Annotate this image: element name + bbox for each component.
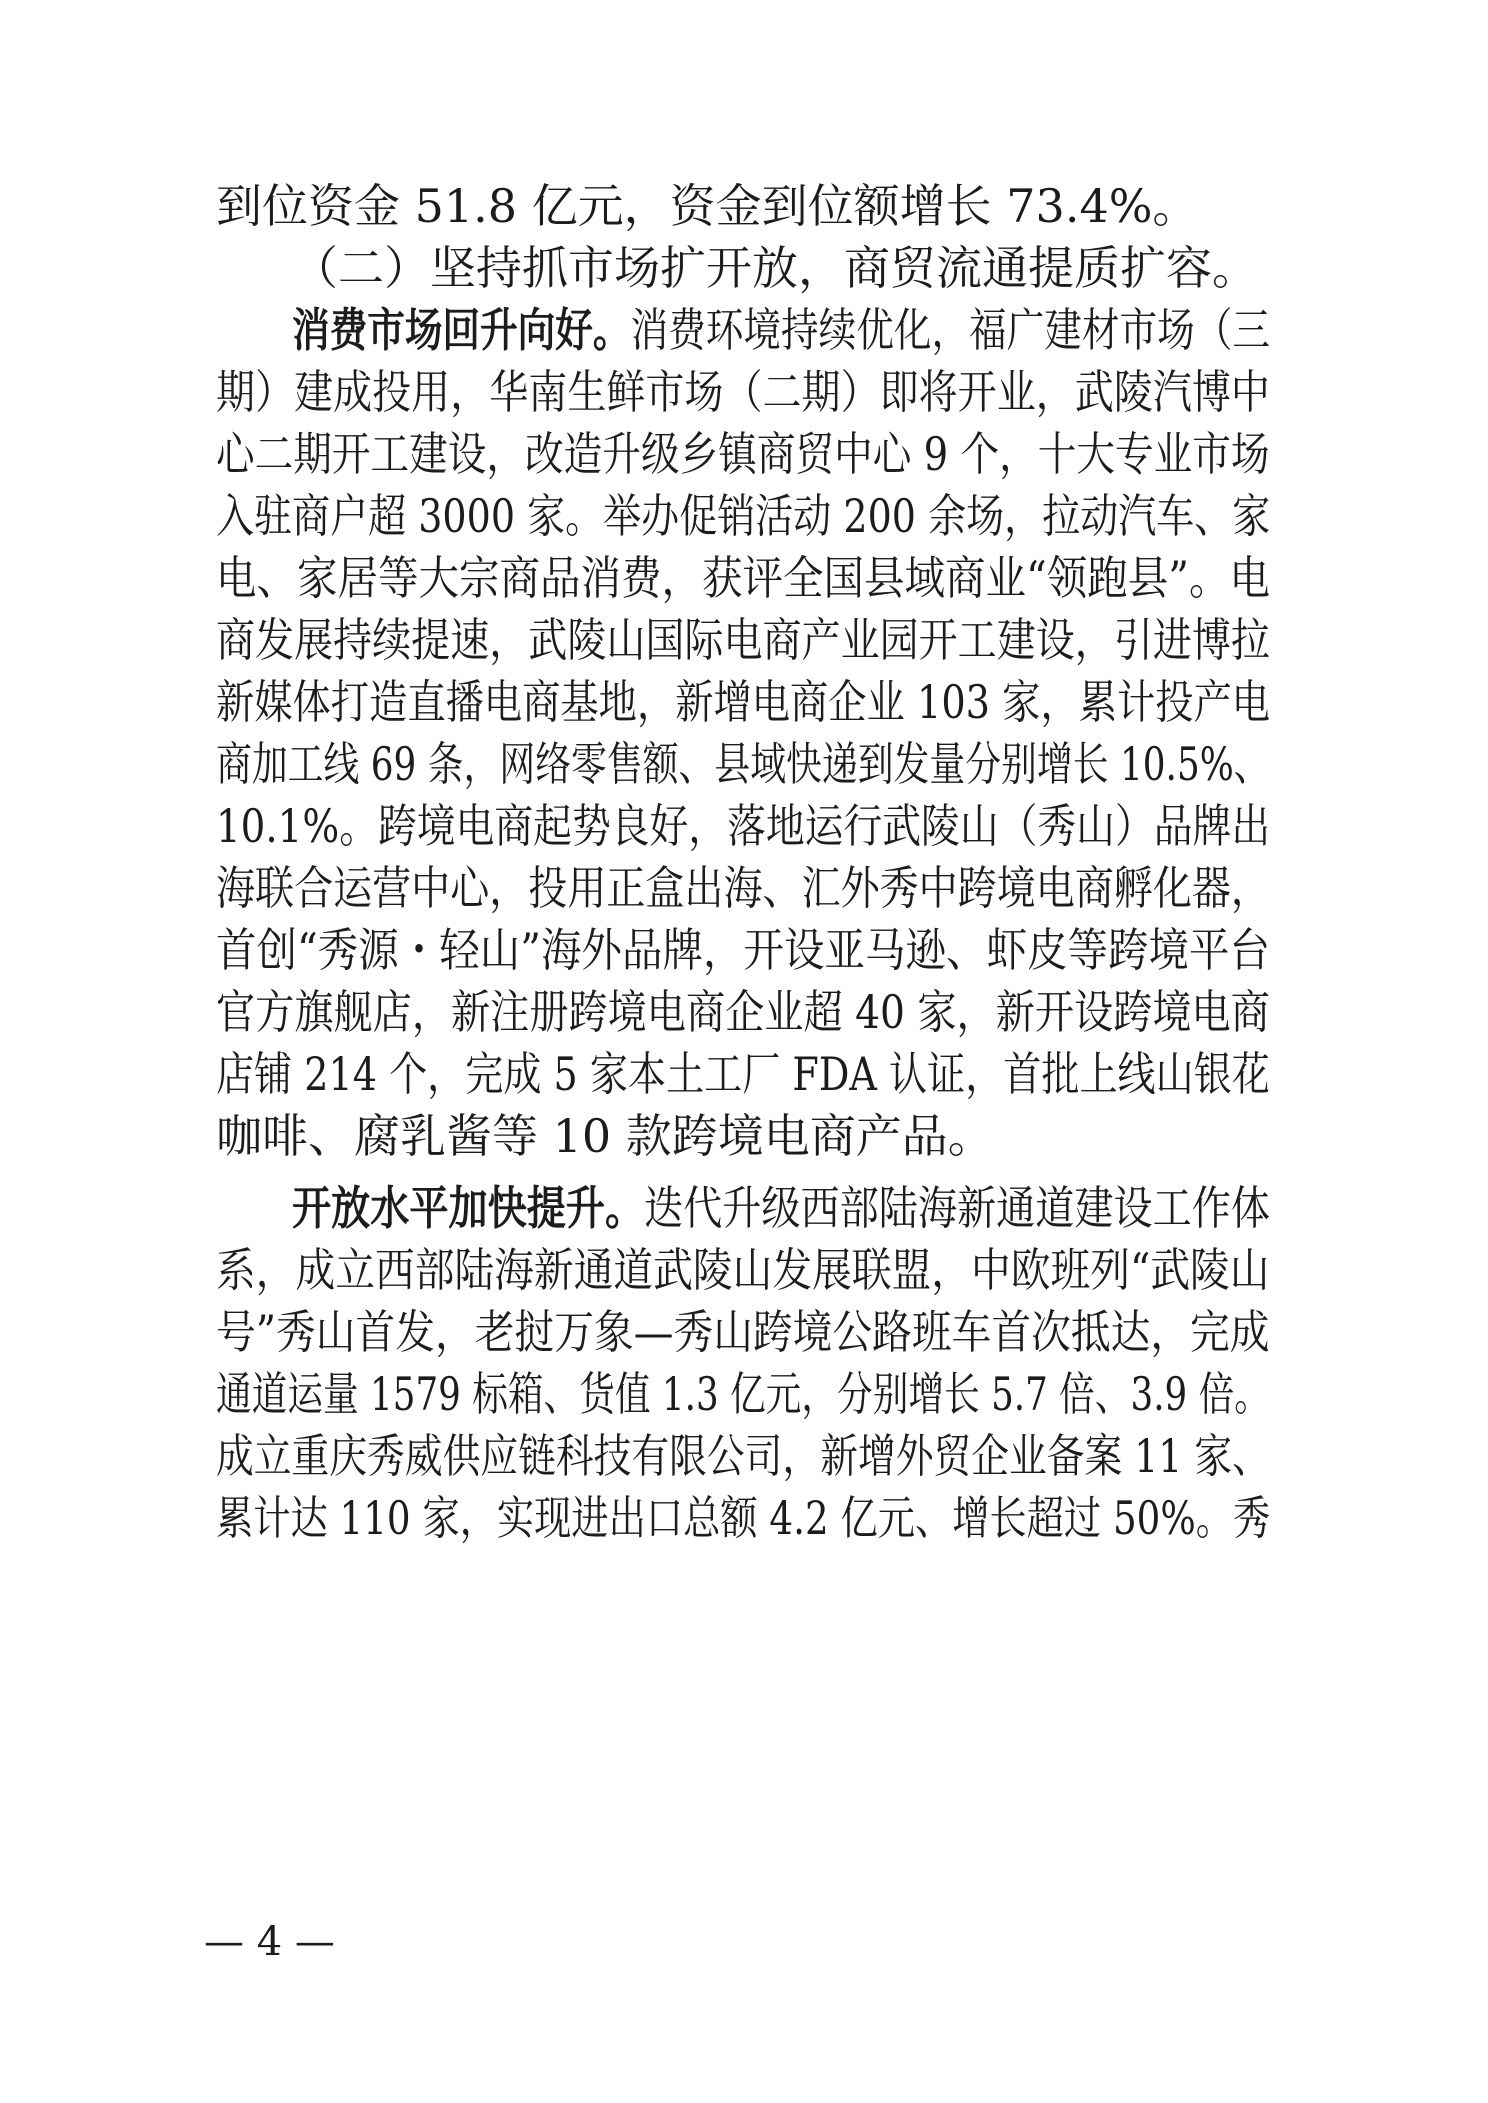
section-heading <box>292 238 1258 298</box>
line-text: 商发展持续提速，武陵山国际电商产业园开工建设，引进博拉 <box>216 613 1270 667</box>
line-text: 新媒体打造直播电商基地，新增电商企业 103 家，累计投产电 <box>216 675 1271 729</box>
line-text: 电、家居等大宗商品消费，获评全国县域商业“领跑县”。电 <box>216 551 1270 605</box>
line-text: 通道运量 1579 标箱、货值 1.3 亿元，分别增长 5.7 倍、3.9 倍。 <box>216 1367 1270 1421</box>
text-line-6 <box>216 486 1270 546</box>
line-text: 店铺 214 个，完成 5 家本土工厂 FDA 认证，首批上线山银花 <box>216 1047 1270 1101</box>
line-text: 到位资金 51.8 亿元，资金到位额增长 73.4%。 <box>216 179 1199 233</box>
text-line-21 <box>216 1426 1270 1486</box>
text-line-9 <box>216 672 1270 732</box>
line-text: 消费环境持续优化，福广建材市场（三 <box>630 303 1270 357</box>
text-line-14 <box>216 982 1270 1042</box>
heading-text: （二）坚持抓市场扩开放，商贸流通提质扩容。 <box>292 241 1258 295</box>
text-line-20 <box>216 1364 1270 1424</box>
text-line-12 <box>216 858 1270 918</box>
text-line-18 <box>216 1240 1270 1300</box>
text-line-3 <box>292 300 1270 360</box>
text-line-15 <box>216 1044 1270 1104</box>
text-line-22 <box>216 1488 1270 1548</box>
page-number: — 4 — <box>204 1919 335 1965</box>
line-text: 心二期开工建设，改造升级乡镇商贸中心 9 个，十大专业市场 <box>216 427 1270 481</box>
text-line-5 <box>216 424 1270 484</box>
text-line-19 <box>216 1302 1270 1362</box>
line-text: 迭代升级西部陆海新通道建设工作体 <box>644 1181 1270 1235</box>
line-text: 10.1%。跨境电商起势良好，落地运行武陵山（秀山）品牌出 <box>216 799 1271 853</box>
line-text: 商加工线 69 条，网络零售额、县域快递到发量分别增长 10.5%、 <box>216 737 1270 791</box>
paragraph-lead: 开放水平加快提升。 <box>292 1181 645 1235</box>
paragraph-lead: 消费市场回升向好。 <box>292 303 631 357</box>
line-text: 咖啡、腐乳酱等 10 款跨境电商产品。 <box>216 1109 994 1163</box>
line-text: 海联合运营中心，投用正盒出海、汇外秀中跨境电商孵化器， <box>216 861 1270 915</box>
line-text: 期）建成投用，华南生鲜市场（二期）即将开业，武陵汽博中 <box>216 365 1270 419</box>
text-line-16 <box>216 1106 994 1166</box>
text-line-11 <box>216 796 1270 856</box>
line-text: 入驻商户超 3000 家。举办促销活动 200 余场，拉动汽车、家 <box>216 489 1271 543</box>
text-line-7 <box>216 548 1270 608</box>
text-line-4 <box>216 362 1270 422</box>
text-line-10 <box>216 734 1270 794</box>
text-line-1 <box>216 176 1198 236</box>
line-text: 首创“秀源・轻山”海外品牌，开设亚马逊、虾皮等跨境平台 <box>216 923 1270 977</box>
line-text: 成立重庆秀威供应链科技有限公司，新增外贸企业备案 11 家、 <box>216 1429 1270 1483</box>
line-text: 官方旗舰店，新注册跨境电商企业超 40 家，新开设跨境电商 <box>216 985 1270 1039</box>
text-line-17 <box>292 1178 1270 1238</box>
text-line-13 <box>216 920 1270 980</box>
text-line-8 <box>216 610 1270 670</box>
line-text: 号”秀山首发，老挝万象—秀山跨境公路班车首次抵达，完成 <box>216 1305 1270 1359</box>
line-text: 系，成立西部陆海新通道武陵山发展联盟，中欧班列“武陵山 <box>216 1243 1270 1297</box>
line-text: 累计达 110 家，实现进出口总额 4.2 亿元、增长超过 50%。秀 <box>216 1491 1271 1545</box>
